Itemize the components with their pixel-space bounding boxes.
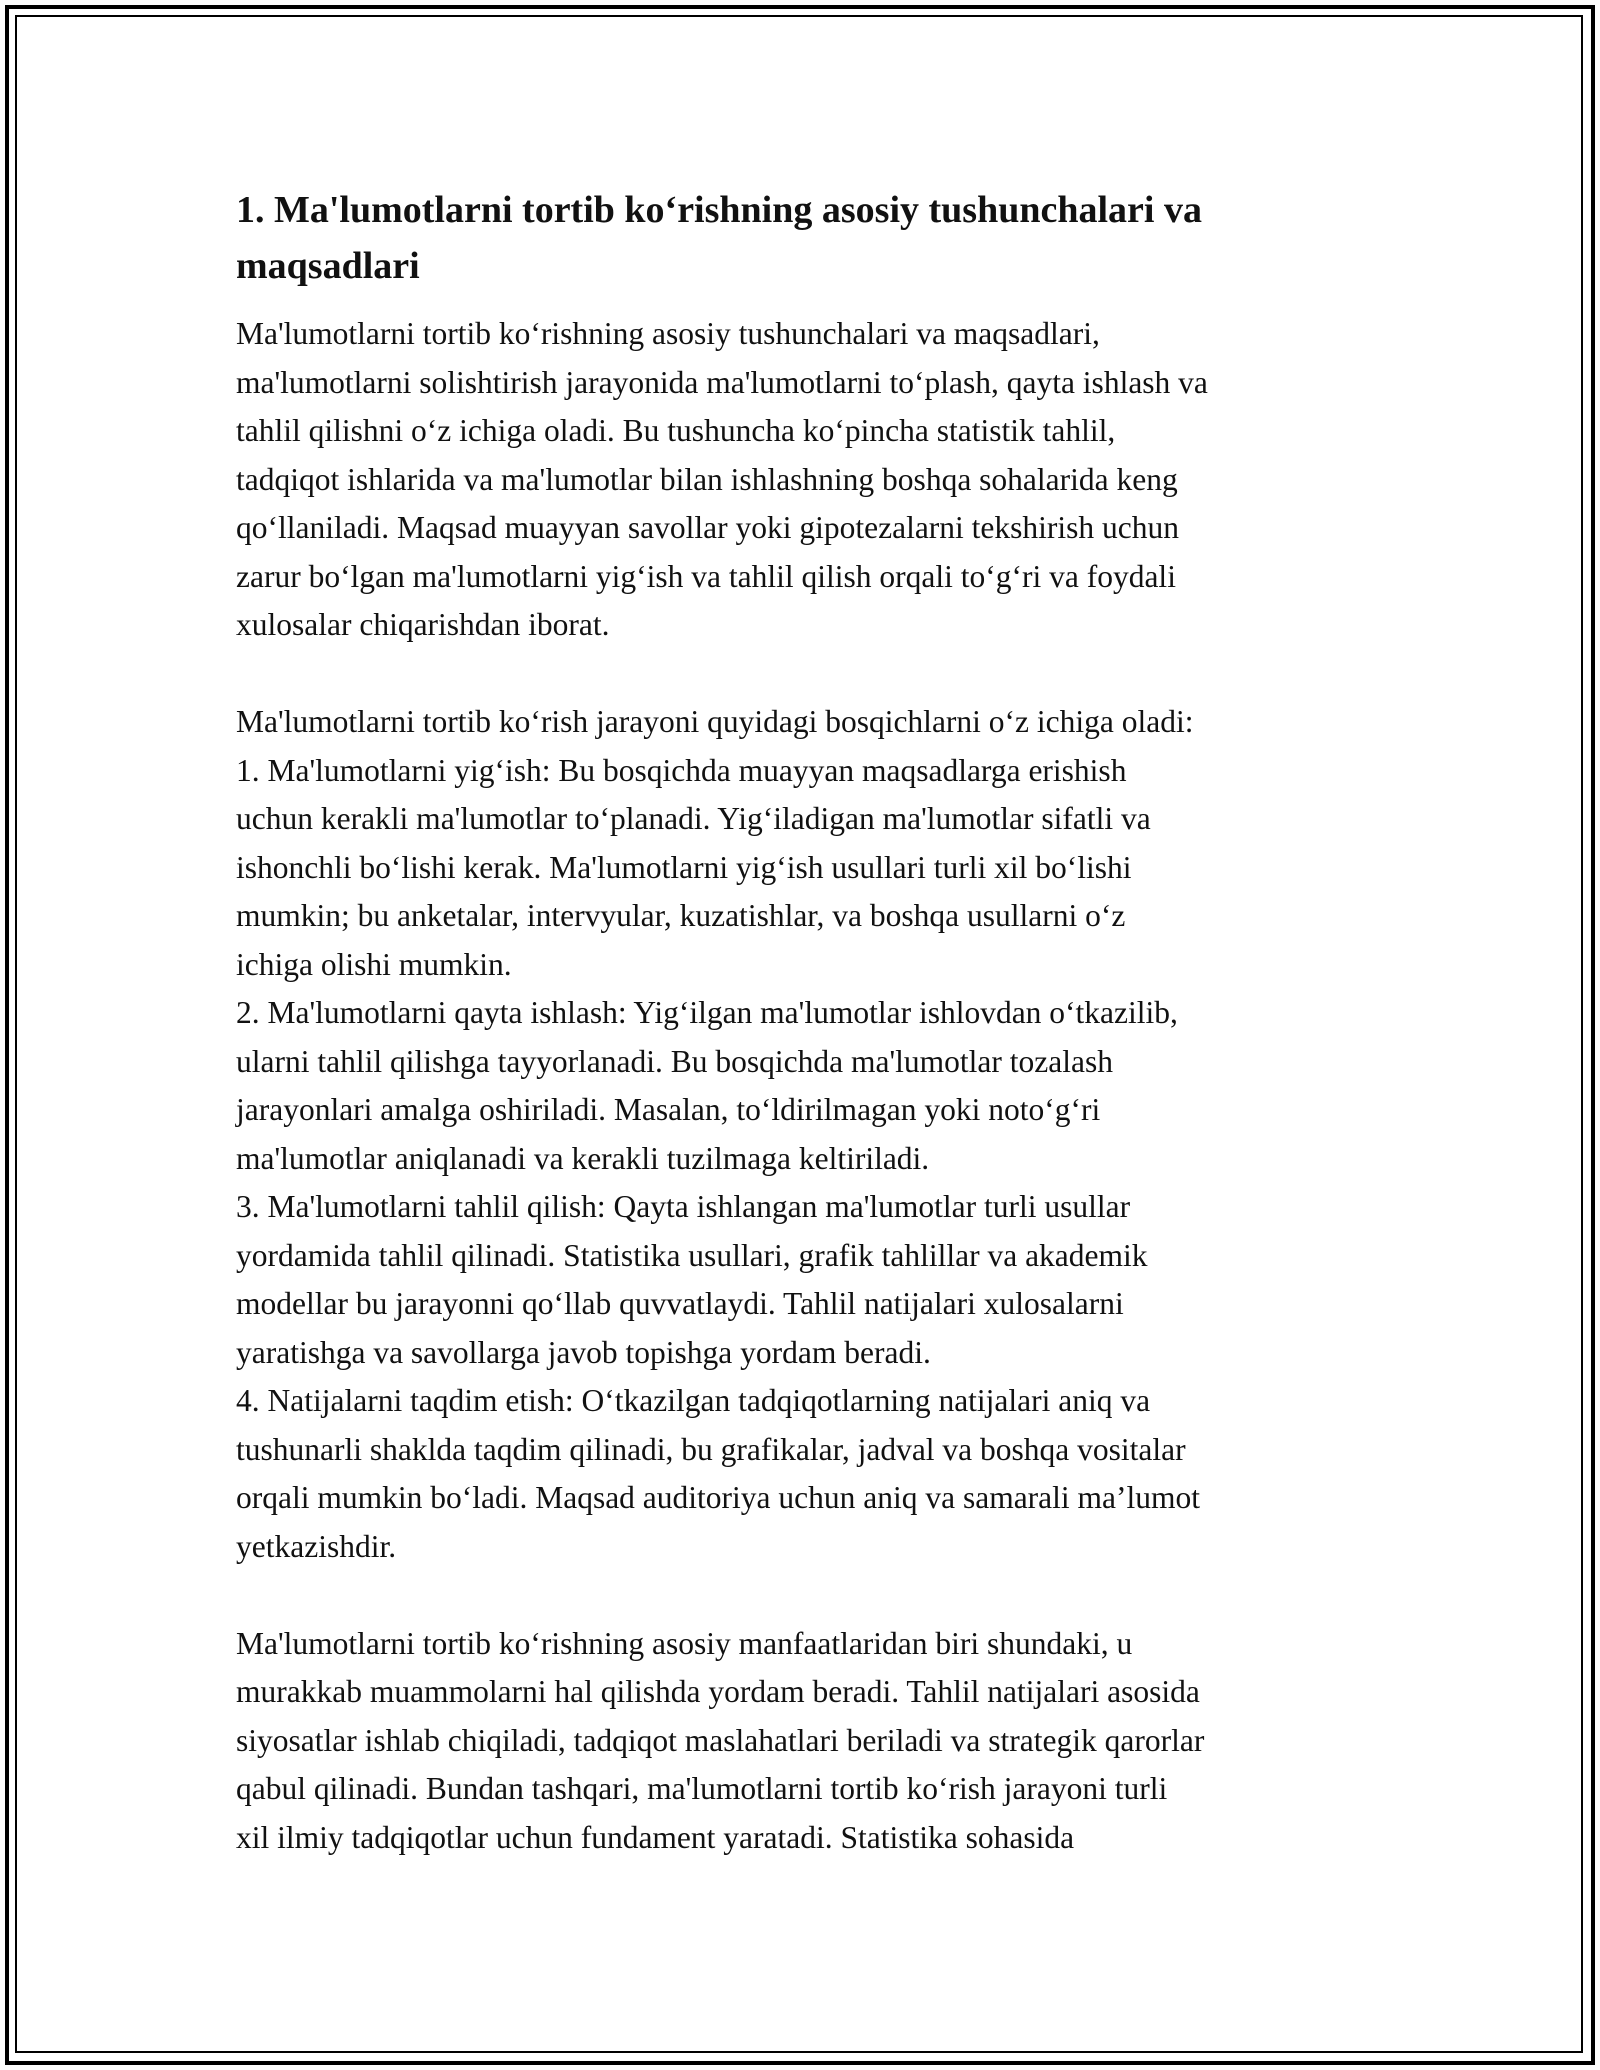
text-line: ularni tahlil qilishga tayyorlanadi. Bu bosqichda ma'lumotlar tozalash (236, 1043, 1113, 1079)
text-line: murakkab muammolarni hal qilishda yordam beradi. Tahlil natijalari asosida (236, 1674, 1200, 1709)
text-line: qabul qilinadi. Bundan tashqari, ma'lumotlarni tortib ko‘rish jarayoni turli (236, 1771, 1168, 1806)
text-line: Ma'lumotlarni tortib ko‘rishning asosiy tushunchalari va maqsadlari, (236, 316, 1100, 351)
paragraph-intro (236, 310, 1376, 650)
text-line: siyosatlar ishlab chiqiladi, tadqiqot maslahatlari beriladi va strategik qarorlar (236, 1722, 1205, 1758)
text-line: xulosalar chiqarishdan iborat. (236, 607, 610, 642)
text-line: yaratishga va savollarga javob topishga yordam beradi. (236, 1334, 931, 1370)
text-line: tushunarli shaklda taqdim qilinadi, bu grafikalar, jadval va boshqa vositalar (236, 1431, 1186, 1467)
title-line: 1. Ma'lumotlarni tortib ko‘rishning asosiy tushunchalari va (236, 189, 1202, 231)
text-line: uchun kerakli ma'lumotlar to‘planadi. Yig‘iladigan ma'lumotlar sifatli va (236, 801, 1151, 836)
text-line: qo‘llaniladi. Maqsad muayyan savollar yoki gipotezalarni tekshirish uchun (236, 510, 1180, 545)
text-line: ma'lumotlar aniqlanadi va kerakli tuzilmaga keltiriladi. (236, 1140, 930, 1176)
document-body (236, 182, 1376, 1862)
text-line: modellar bu jarayonni qo‘llab quvvatlaydi. Tahlil natijalari xulosalarni (236, 1286, 1124, 1321)
text-line: xil ilmiy tadqiqotlar uchun fundament yaratadi. Statistika sohasida (236, 1819, 1075, 1855)
paragraph-spacer (236, 650, 1376, 699)
text-line: 2. Ma'lumotlarni qayta ishlash: Yig‘ilgan ma'lumotlar ishlovdan o‘tkazilib, (236, 995, 1178, 1030)
text-line: ishonchli bo‘lishi kerak. Ma'lumotlarni yig‘ish usullari turli xil bo‘lishi (236, 849, 1132, 885)
text-line: 1. Ma'lumotlarni yig‘ish: Bu bosqichda muayyan maqsadlarga erishish (236, 752, 1127, 788)
paragraph-benefits (236, 1620, 1376, 1863)
text-line: orqali mumkin bo‘ladi. Maqsad auditoriya uchun aniq va samarali ma’lumot (236, 1480, 1201, 1515)
text-line: yetkazishdir. (236, 1528, 397, 1564)
text-line: 4. Natijalarni taqdim etish: O‘tkazilgan tadqiqotlarning natijalari aniq va (236, 1383, 1151, 1418)
text-line: jarayonlari amalga oshiriladi. Masalan, to‘ldirilmagan yoki noto‘g‘ri (236, 1092, 1101, 1127)
text-line: Ma'lumotlarni tortib ko‘rish jarayoni quyidagi bosqichlarni o‘z ichiga oladi: (236, 704, 1194, 739)
paragraph-process-steps (236, 698, 1376, 1571)
text-line: Ma'lumotlarni tortib ko‘rishning asosiy manfaatlaridan biri shundaki, u (236, 1625, 1133, 1661)
title-line: maqsadlari (236, 245, 420, 287)
text-line: tahlil qilishni o‘z ichiga oladi. Bu tushuncha ko‘pincha statistik tahlil, (236, 413, 1116, 448)
text-line: tadqiqot ishlarida va ma'lumotlar bilan ishlashning boshqa sohalarida keng (236, 461, 1178, 497)
text-line: zarur bo‘lgan ma'lumotlarni yig‘ish va tahlil qilish orqali to‘g‘ri va foydali (236, 558, 1176, 594)
text-line: 3. Ma'lumotlarni tahlil qilish: Qayta ishlangan ma'lumotlar turli usullar (236, 1189, 1131, 1224)
text-line: mumkin; bu anketalar, intervyular, kuzatishlar, va boshqa usullarni o‘z (236, 898, 1126, 933)
text-line: ichiga olishi mumkin. (236, 946, 512, 982)
paragraph-spacer (236, 1571, 1376, 1620)
text-line: ma'lumotlarni solishtirish jarayonida ma'lumotlarni to‘plash, qayta ishlash va (236, 364, 1208, 400)
section-title (236, 182, 1376, 294)
text-line: yordamida tahlil qilinadi. Statistika usullari, grafik tahlillar va akademik (236, 1237, 1148, 1273)
